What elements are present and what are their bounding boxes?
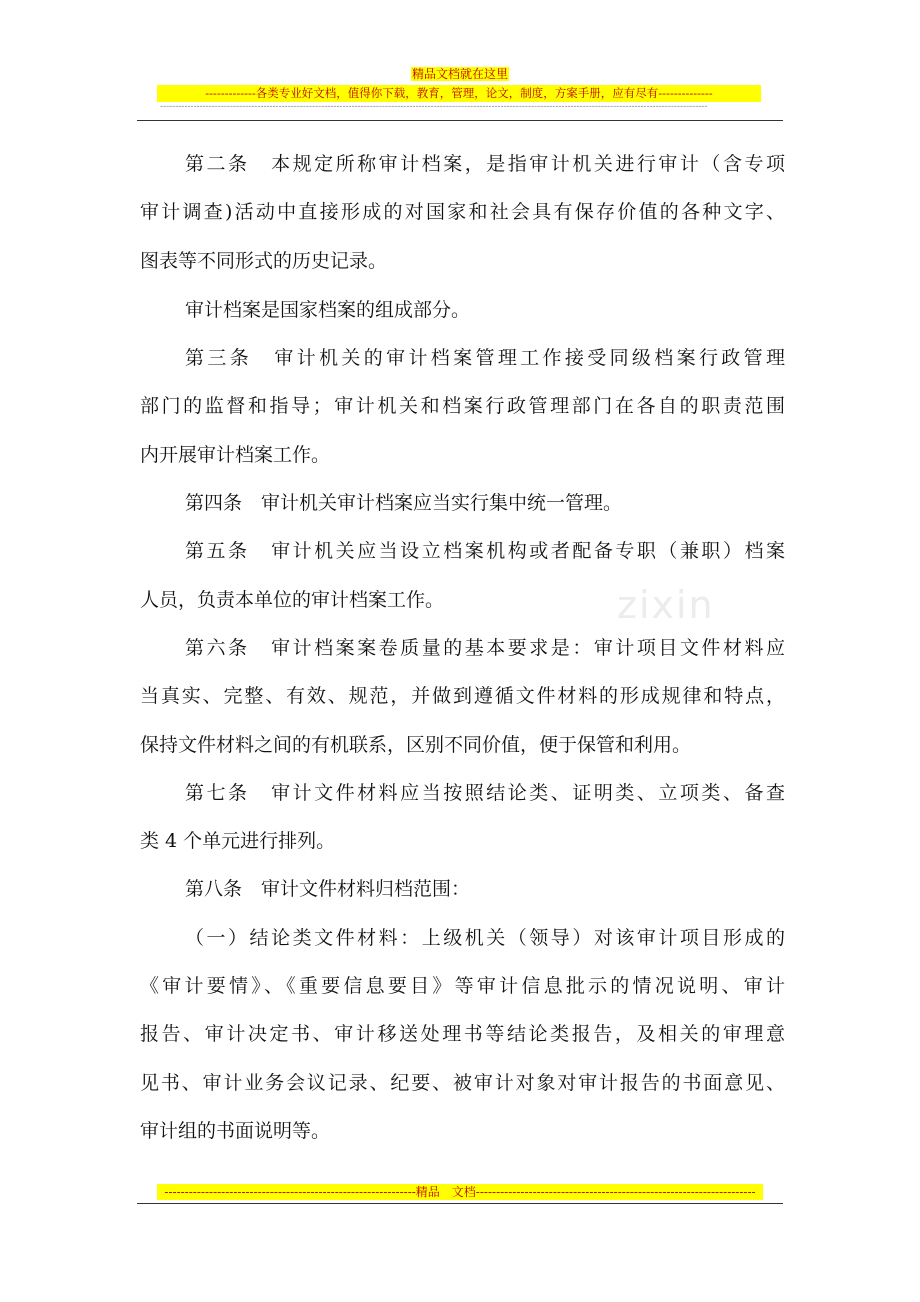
watermark: zixin <box>617 583 715 627</box>
header-title-text: 精品文档就在这里 <box>411 67 508 81</box>
footer-rule <box>137 1203 783 1204</box>
article-2-line-2: 审计调查)活动中直接形成的对国家和社会具有保存价值的各种文字、 <box>140 201 785 223</box>
article-4-line: 第四条 审计机关审计档案应当实行集中统一管理。 <box>185 492 623 514</box>
article-6-line-1: 第六条 审计档案案卷质量的基本要求是：审计项目文件材料应 <box>185 637 785 659</box>
item-1-line-3: 报告、审计决定书、审计移送处理书等结论类报告，及相关的审理意 <box>140 1023 785 1045</box>
archive-part-line: 审计档案是国家档案的组成部分。 <box>185 299 471 321</box>
article-2-line-1: 第二条 本规定所称审计档案，是指审计机关进行审计（含专项 <box>185 153 785 175</box>
article-7-line-2: 类 4 个单元进行排列。 <box>140 830 336 852</box>
article-7-line-1: 第七条 审计文件材料应当按照结论类、证明类、立项类、备查 <box>185 782 785 804</box>
header-dash-line: ------------------------------------------------------------------------------------------------------------------------------------------------------------------------------------ <box>160 102 708 112</box>
article-5-line-2: 人员，负责本单位的审计档案工作。 <box>140 589 445 611</box>
footer-banner: --------------------------------------------------------------精品 文档--------------------------------------------------------------------- <box>157 1184 763 1200</box>
article-3-line-3: 内开展审计档案工作。 <box>140 444 331 466</box>
article-8-line: 第八条 审计文件材料归档范围： <box>185 878 471 900</box>
item-1-line-4: 见书、审计业务会议记录、纪要、被审计对象对审计报告的书面意见、 <box>140 1072 785 1094</box>
article-3-line-2: 部门的监督和指导；审计机关和档案行政管理部门在各自的职责范围 <box>140 395 785 417</box>
item-1-line-5: 审计组的书面说明等。 <box>140 1120 331 1142</box>
header-banner: -------------各类专业好文档，值得你下载，教育，管理，论文，制度，方案手册，应有尽有-------------- <box>157 85 761 102</box>
article-5-line-1: 第五条 审计机关应当设立档案机构或者配备专职（兼职）档案 <box>185 540 785 562</box>
article-2-line-3: 图表等不同形式的历史记录。 <box>140 250 388 272</box>
article-6-line-3: 保持文件材料之间的有机联系，区别不同价值，便于保管和利用。 <box>140 734 692 756</box>
item-1-line-2: 《审计要情》、《重要信息要目》等审计信息批示的情况说明、审计 <box>140 975 785 997</box>
article-3-line-1: 第三条 审计机关的审计档案管理工作接受同级档案行政管理 <box>185 347 785 369</box>
article-6-line-2: 当真实、完整、有效、规范，并做到遵循文件材料的形成规律和特点， <box>140 685 785 707</box>
item-1-line-1: （一）结论类文件材料：上级机关（领导）对该审计项目形成的 <box>185 927 785 949</box>
